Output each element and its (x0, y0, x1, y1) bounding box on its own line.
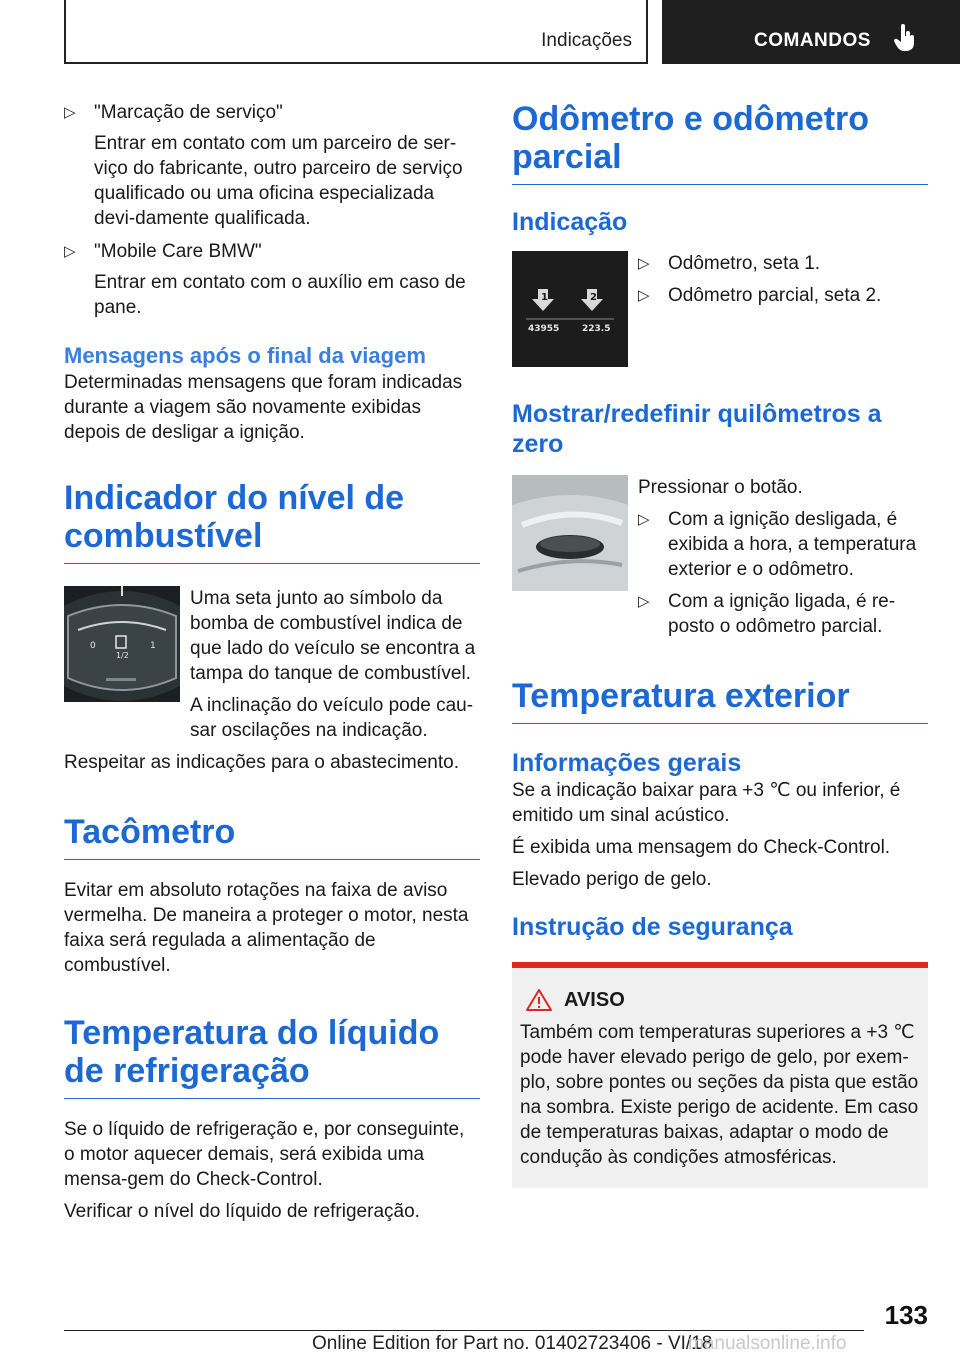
gauge-half-label: 1/2 (116, 651, 129, 660)
list-item (638, 283, 928, 308)
paragraph: Uma seta junto ao símbolo da bomba de combustível indica de que lado do veículo se encontra a tampa do tanque de combustível. (190, 588, 476, 684)
bullet-text: Com a ignição desligada, é exibida a hora, a temperatura exterior e o odômetro. (668, 509, 917, 580)
bullet-text: Entrar em contato com um parceiro de ser-viço do fabricante, outro parceiro de serviço qualificado ou uma oficina especializada devi-damente qualificada. (94, 133, 463, 229)
paragraph: Respeitar as indicações para o abastecimento. (64, 752, 460, 773)
header-chapter-tab (662, 0, 960, 64)
fuel-gauge-figure (64, 586, 480, 743)
footer-edition: Online Edition for Part no. 01402723406 - VI/18 (312, 1333, 713, 1354)
paragraph: Se a indicação baixar para +3 ℃ ou inferior, é emitido um sinal acústico. (512, 780, 901, 826)
section-title: Tacômetro (64, 813, 480, 860)
subsection-title: Mostrar/redefinir quilômetros a zero (512, 400, 882, 458)
paragraph: Evitar em absoluto rotações na faixa de aviso vermelha. De maneira a proteger o motor, nesta faixa será regulada a alimentação de combustível. (64, 880, 469, 976)
section-title: Odômetro e odômetro parcial (512, 100, 928, 185)
watermark: manualsonline.info (688, 1333, 847, 1354)
header-chapter-title: COMANDOS (754, 30, 871, 51)
triangle-bullet-icon: ▷ (638, 287, 650, 304)
page-number: 133 (884, 1300, 928, 1330)
paragraph: Pressionar o botão. (638, 477, 803, 498)
warning-triangle-icon (526, 988, 552, 1012)
triangle-bullet-icon: ▷ (64, 104, 76, 121)
header-section-box (64, 0, 648, 64)
warning-header (526, 988, 920, 1012)
section-heading: Mensagens após o final da viagem (64, 343, 426, 368)
triangle-bullet-icon: ▷ (638, 255, 650, 272)
list-item (64, 100, 480, 231)
subsection-title: Instrução de segurança (512, 913, 793, 941)
list-item (64, 239, 480, 320)
bullet-text: Odômetro, seta 1. (668, 253, 821, 274)
trip-value: 223.5 (582, 324, 611, 334)
warning-title: AVISO (564, 988, 625, 1011)
paragraph: Verificar o nível do líquido de refrigeração. (64, 1201, 420, 1222)
subsection-title: Indicação (512, 208, 628, 236)
arrow-1-label: 1 (541, 292, 548, 303)
fuel-gauge-image (64, 586, 180, 702)
odometer-display-image (512, 251, 628, 367)
list-item (638, 589, 928, 639)
paragraph: É exibida uma mensagem do Check-Control. (512, 837, 891, 858)
arrow-2-label: 2 (590, 292, 597, 303)
right-column (512, 100, 928, 1188)
subsection-title: Informações gerais (512, 749, 742, 777)
paragraph: A inclinação do veículo pode cau-sar oscilações na indicação. (190, 695, 474, 741)
bullet-text: Entrar em contato com o auxílio em caso de pane. (94, 272, 466, 318)
paragraph: Se o líquido de refrigeração e, por conseguinte, o motor aquecer demais, será exibida uma mensa-gem do Check-Control. (64, 1119, 465, 1190)
header-section-title: Indicações (541, 30, 632, 51)
bullet-text: Odômetro parcial, seta 2. (668, 285, 882, 306)
list-item (638, 507, 928, 582)
triangle-bullet-icon: ▷ (638, 593, 650, 610)
reset-button-image (512, 475, 628, 591)
reset-button-figure (512, 475, 928, 639)
bullet-title: "Mobile Care BMW" (94, 241, 262, 262)
section-title: Temperatura exterior (512, 677, 928, 724)
footer-rule (64, 1330, 864, 1331)
warning-text: Também com temperaturas superiores a +3 ℃ pode haver elevado perigo de gelo, por exem-plo, sobre pontes ou seções da pista que estão na sombra. Existe perigo de acidente. Em caso de temperaturas baixas, adaptar o modo de condução às condições atmosféricas. (520, 1022, 919, 1168)
section-title: Temperatura do líquido de refrigeração (64, 1014, 480, 1099)
triangle-bullet-icon: ▷ (64, 243, 76, 260)
list-item (638, 251, 928, 276)
odometer-figure (512, 251, 928, 367)
paragraph: Elevado perigo de gelo. (512, 869, 712, 890)
bullet-title: "Marcação de serviço" (94, 102, 283, 123)
warning-box (512, 962, 928, 1188)
section-title: Indicador do nível de combustível (64, 479, 480, 564)
bullet-text: Com a ignição ligada, é re-posto o odômetro parcial. (668, 591, 896, 637)
paragraph: Determinadas mensagens que foram indicadas durante a viagem são novamente exibidas depois de desligar a ignição. (64, 372, 463, 443)
triangle-bullet-icon: ▷ (638, 511, 650, 528)
pointing-hand-icon (894, 24, 916, 52)
gauge-full-label: 1 (150, 641, 156, 651)
odometer-value: 43955 (528, 324, 560, 334)
left-column (64, 100, 480, 1224)
gauge-zero-label: 0 (90, 641, 96, 651)
